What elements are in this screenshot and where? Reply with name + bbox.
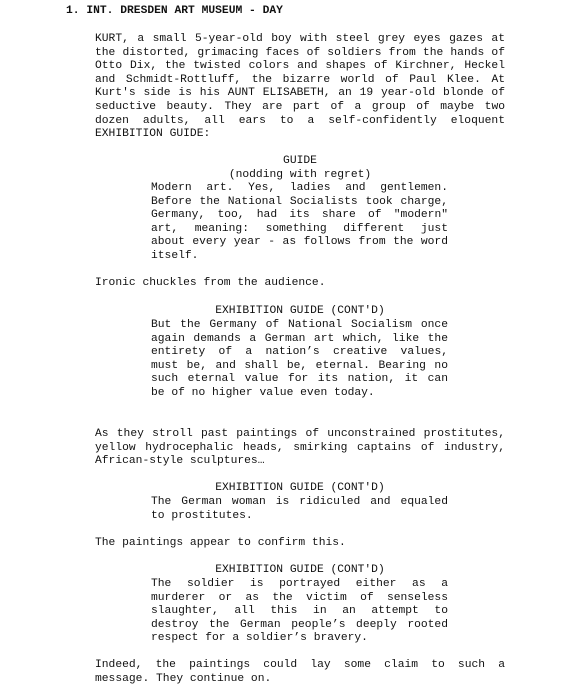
- dialogue-modern-art: Modern art. Yes, ladies and gentlemen. Before the National Socialists took charge, Germany, too, had its share of "modern" art, meaning: something different just about every year - as follows from the word itself.: [151, 182, 448, 262]
- dialogue-soldier: The soldier is portrayed either as a murderer or as the victim of senseless slaughter, all this in an attempt to destroy the German people’s deeply rooted respect for a soldier’s bravery.: [151, 578, 448, 645]
- scene-heading: 1. INT. DRESDEN ART MUSEUM - DAY: [66, 5, 283, 17]
- dialogue-german-woman: The German woman is ridiculed and equaled to prostitutes.: [151, 496, 448, 522]
- character-exhibition-guide-3: EXHIBITION GUIDE (CONT'D): [215, 564, 385, 576]
- dialogue-german-art: But the Germany of National Socialism once again demands a German art which, like the entirety of a nation’s creative values, must be, and shall be, eternal. Bearing no such eternal value for its nation, it can be of no higher value even today.: [151, 319, 448, 399]
- action-kurt-gazes: KURT, a small 5-year-old boy with steel grey eyes gazes at the distorted, grimacing faces of soldiers from the hands of Otto Dix, the twisted colors and shapes of Kirchner, Heckel and Schmidt-Rottluff, the bizarre world of Paul Klee. At Kurt's side is his AUNT ELISABETH, an 19 year-old blonde of seductive beauty. They are part of a group of maybe two dozen adults, all ears to a self-confidently eloquent EXHIBITION GUIDE:: [95, 33, 505, 141]
- action-ironic-chuckles: Ironic chuckles from the audience.: [95, 277, 326, 289]
- parenthetical-nodding: (nodding with regret): [228, 169, 372, 181]
- character-exhibition-guide-1: EXHIBITION GUIDE (CONT'D): [215, 305, 385, 317]
- character-guide: GUIDE: [283, 155, 317, 167]
- character-exhibition-guide-2: EXHIBITION GUIDE (CONT'D): [215, 482, 385, 494]
- action-paintings-confirm: The paintings appear to confirm this.: [95, 537, 346, 549]
- action-continue-on: Indeed, the paintings could lay some claim to such a message. They continue on.: [95, 659, 505, 685]
- action-stroll-paintings: As they stroll past paintings of unconstrained prostitutes, yellow hydrocephalic heads, smirking captains of industry, African-style sculptures…: [95, 428, 505, 468]
